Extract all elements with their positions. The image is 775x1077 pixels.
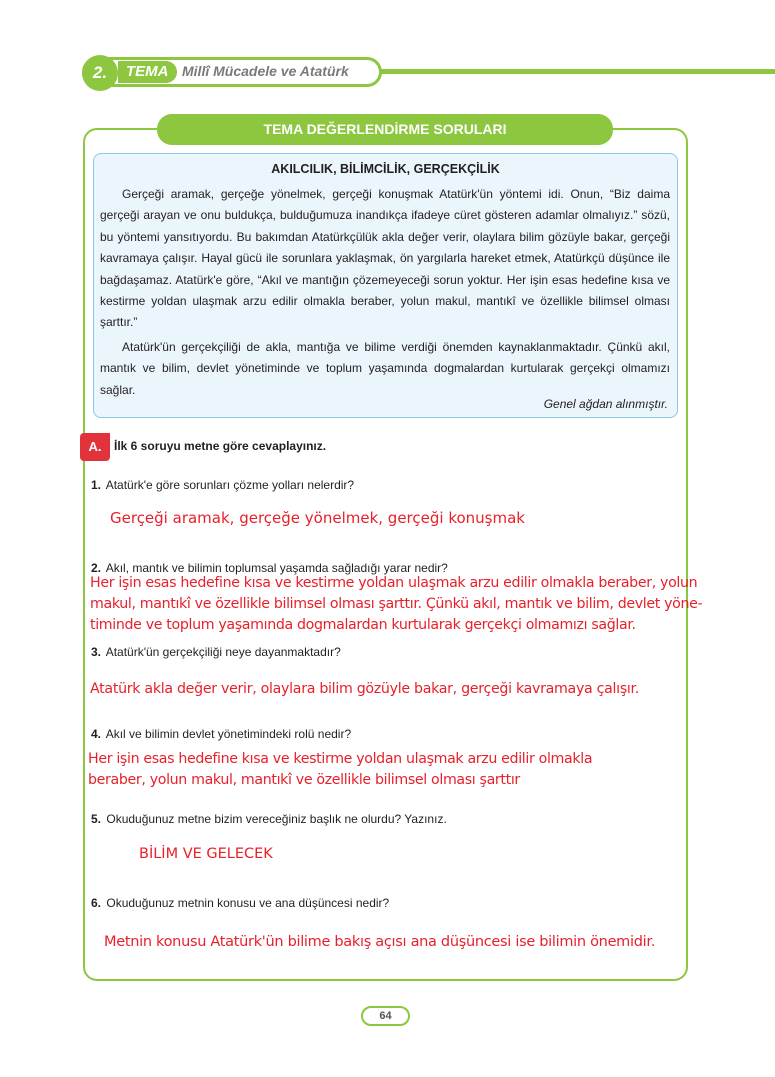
- answer-line: Her işin esas hedefine kısa ve kestirme yoldan ulaşmak arzu edilir olmakla beraber, yolun: [90, 575, 698, 591]
- answer-line: BİLİM VE GELECEK: [139, 846, 273, 862]
- reading-text: [100, 184, 670, 404]
- question-text: Atatürk'e göre sorunları çözme yolları nelerdir?: [105, 478, 355, 492]
- reading-paragraph: Atatürk'ün gerçekçiliği de akla, mantığa ve bilime verdiği önemden kaynaklanmaktadır. Çünkü akıl, mantık ve bilim, devlet yönetiminde ve toplum yaşamında dogmalardan kurtularak gerçekçi olmamızı sağlar.: [100, 339, 670, 397]
- question-number: 5.: [91, 812, 102, 826]
- question-4: [91, 727, 351, 741]
- question-number: 4.: [91, 727, 102, 741]
- question-6: [91, 896, 389, 910]
- header-rule: [360, 69, 775, 74]
- section-a-badge: A.: [80, 433, 110, 461]
- reading-paragraph: Gerçeği aramak, gerçeğe yönelmek, gerçeği konuşmak Atatürk'ün yöntemi idi. Onun, “Biz daima gerçeği arayan ve onu buldukça, bulduğumuza inandıkça ifadeye cüret gösteren adamlar olmalıyız.” sözü, bu yöntemi yansıtıyordu. Bu bakımdan Atatürkçülük akla değer verir, olaylara bilim gözüyle bakar, gerçeği kavramaya çalışır. Hayal gücü ile sorunlara yaklaşmak, ön yargılarla hareket etmek, Atatürkçü düşünce ile bağdaşamaz. Atatürk'e göre, “Akıl ve mantığın çözemeyeceği sorun yoktur. Her işin esas hedefine kısa ve kestirme yoldan ulaşmak arzu edilir olmakla beraber, yolun makul, mantıkî ve özellikle bilimsel olması şarttır.”: [100, 187, 670, 330]
- answer-line: Atatürk akla değer verir, olaylara bilim gözüyle bakar, gerçeği kavramaya çalışır.: [90, 681, 639, 697]
- answer-line: Her işin esas hedefine kısa ve kestirme yoldan ulaşmak arzu edilir olmakla: [88, 751, 593, 767]
- answer-line: Gerçeği aramak, gerçeğe yönelmek, gerçeği konuşmak: [110, 509, 525, 527]
- question-number: 3.: [91, 645, 102, 659]
- answer-5: [139, 846, 273, 862]
- theme-number: 2.: [82, 55, 118, 91]
- answer-6: [104, 934, 655, 950]
- question-5: [91, 812, 447, 826]
- answer-line: makul, mantıkî ve özellikle bilimsel olması şarttır. Çünkü akıl, mantık ve bilim, devlet yöne-: [90, 596, 703, 612]
- reading-title: AKILCILIK, BİLİMCİLİK, GERÇEKÇİLİK: [271, 162, 500, 176]
- answer-2: [90, 573, 770, 636]
- reading-source: Genel ağdan alınmıştır.: [543, 397, 668, 411]
- question-text: Okuduğunuz metnin konusu ve ana düşüncesi nedir?: [106, 896, 390, 910]
- answer-line: timinde ve toplum yaşamında dogmalardan kurtularak gerçekçi olmamızı sağlar.: [90, 617, 636, 633]
- answer-4: [88, 749, 592, 791]
- theme-title: Millî Mücadele ve Atatürk: [182, 63, 349, 79]
- answer-3: [90, 681, 639, 697]
- question-text: Okuduğunuz metne bizim vereceğiniz başlık ne olurdu? Yazınız.: [106, 812, 447, 826]
- section-a-instruction: İlk 6 soruyu metne göre cevaplayınız.: [114, 439, 327, 453]
- answer-1: [110, 509, 525, 527]
- question-number: 2.: [91, 561, 102, 575]
- question-1: [91, 478, 354, 492]
- page-number: 64: [361, 1006, 410, 1026]
- question-text: Akıl, mantık ve bilimin toplumsal yaşamda sağladığı yarar nedir?: [105, 561, 448, 575]
- question-text: Akıl ve bilimin devlet yönetimindeki rolü nedir?: [105, 727, 352, 741]
- answer-line: beraber, yolun makul, mantıkî ve özellikle bilimsel olması şarttır: [88, 772, 520, 788]
- section-banner: TEMA DEĞERLENDİRME SORULARI: [157, 114, 613, 145]
- theme-label: TEMA: [118, 61, 177, 83]
- question-number: 1.: [91, 478, 102, 492]
- question-text: Atatürk'ün gerçekçiliği neye dayanmaktadır?: [105, 645, 341, 659]
- question-number: 6.: [91, 896, 102, 910]
- question-3: [91, 645, 341, 659]
- answer-line: Metnin konusu Atatürk'ün bilime bakış açısı ana düşüncesi ise bilimin önemidir.: [104, 934, 656, 950]
